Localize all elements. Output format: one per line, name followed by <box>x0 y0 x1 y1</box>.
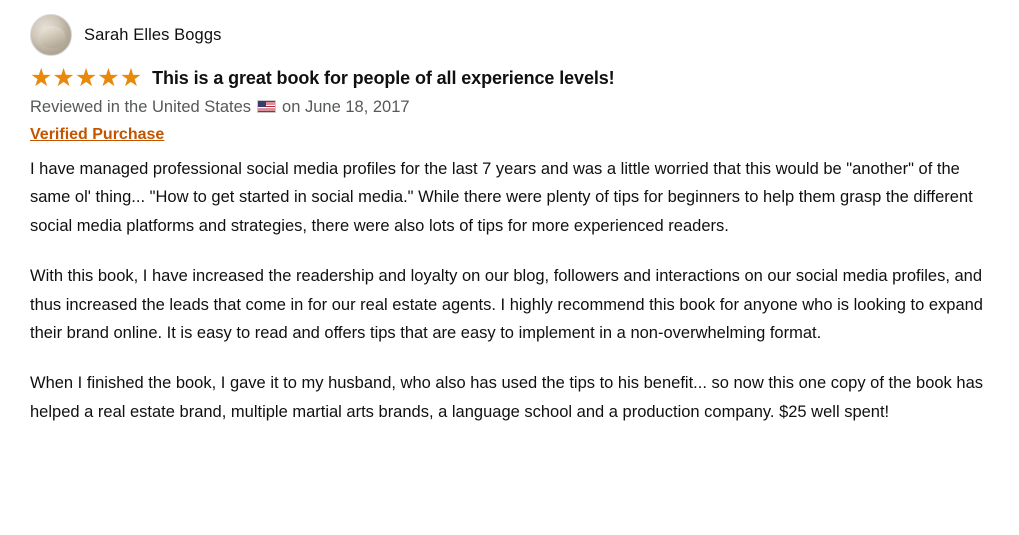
reviewer-name[interactable]: Sarah Elles Boggs <box>84 25 222 44</box>
review-paragraph: I have managed professional social media profiles for the last 7 years and was a little worried that this would be "another" of the same ol' thing... "How to get started in social media." While there were plenty of tips for beginners to help them grasp the different social media platforms and strategies, there were also lots of tips for more experienced readers. <box>30 160 973 235</box>
star-icon: ★ <box>52 64 74 92</box>
review-body <box>30 155 991 426</box>
star-icon: ★ <box>30 64 52 92</box>
review-meta <box>30 98 991 117</box>
review-paragraph: With this book, I have increased the readership and loyalty on our blog, followers and interactions on our social media profiles, and thus increased the leads that come in for our real estate agents. I highly recommend this book for anyone who is looking to expand their brand online. It is easy to read and offers tips that are easy to implement in a non-overwhelming format. <box>30 267 983 342</box>
star-icon: ★ <box>119 64 142 92</box>
star-icon: ★ <box>97 64 119 92</box>
review-title[interactable]: This is a great book for people of all experience levels! <box>152 68 615 88</box>
verified-purchase-badge[interactable]: Verified Purchase <box>30 126 165 143</box>
reviewer-row <box>30 14 991 56</box>
review-location-text: Reviewed in the United States <box>30 98 252 116</box>
star-rating[interactable] <box>30 66 141 91</box>
avatar <box>30 14 72 56</box>
review-paragraph: When I finished the book, I gave it to my husband, who also has used the tips to his benefit... so now this one copy of the book has helped a real estate brand, multiple martial arts brands, a language school and a production company. $25 well spent! <box>30 374 983 421</box>
rating-row <box>30 66 991 91</box>
review-date-text: on June 18, 2017 <box>282 98 410 116</box>
us-flag-icon <box>257 100 276 113</box>
star-icon: ★ <box>74 64 97 92</box>
